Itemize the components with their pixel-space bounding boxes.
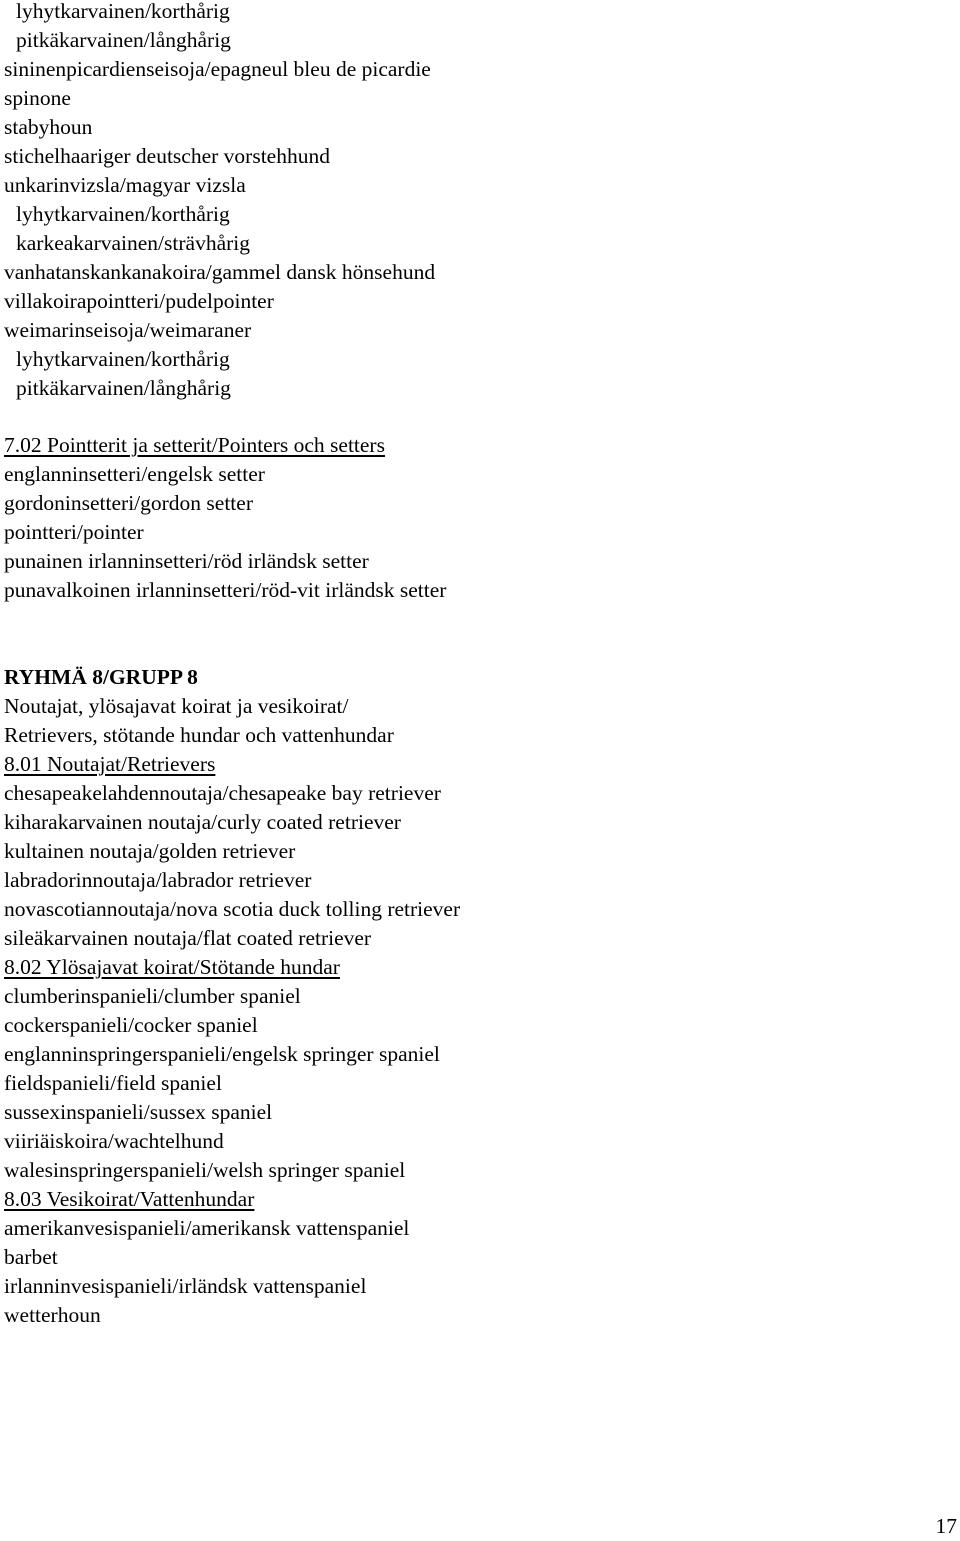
list-item: sininenpicardienseisoja/epagneul bleu de picardie xyxy=(4,57,431,81)
section-heading: 8.02 Ylösajavat koirat/Stötande hundar xyxy=(4,955,340,979)
list-item: wetterhoun xyxy=(4,1303,101,1327)
section-heading: 8.03 Vesikoirat/Vattenhundar xyxy=(4,1187,255,1211)
list-item: villakoirapointteri/pudelpointer xyxy=(4,289,274,313)
list-item: labradorinnoutaja/labrador retriever xyxy=(4,868,312,892)
section-heading: 7.02 Pointterit ja setterit/Pointers och setters xyxy=(4,433,385,457)
list-item: unkarinvizsla/magyar vizsla xyxy=(4,173,246,197)
group-8 xyxy=(4,663,460,1330)
list-item: englanninspringerspanieli/engelsk springer spaniel xyxy=(4,1042,440,1066)
list-item: viiriäiskoira/wachtelhund xyxy=(4,1129,224,1153)
list-item: kultainen noutaja/golden retriever xyxy=(4,839,296,863)
list-item: pointteri/pointer xyxy=(4,520,144,544)
list-item: punainen irlanninsetteri/röd irländsk setter xyxy=(4,549,369,573)
list-item: walesinspringerspanieli/welsh springer spaniel xyxy=(4,1158,406,1182)
list-item: sussexinspanieli/sussex spaniel xyxy=(4,1100,273,1124)
group-subtitle: Noutajat, ylösajavat koirat ja vesikoirat/ xyxy=(4,694,349,718)
list-item: cockerspanieli/cocker spaniel xyxy=(4,1013,258,1037)
page-number: 17 xyxy=(935,1514,957,1538)
list-item: stabyhoun xyxy=(4,115,93,139)
list-item: punavalkoinen irlanninsetteri/röd-vit irländsk setter xyxy=(4,578,447,602)
list-item: amerikanvesispanieli/amerikansk vattenspaniel xyxy=(4,1216,410,1240)
list-item: barbet xyxy=(4,1245,58,1269)
list-item: fieldspanieli/field spaniel xyxy=(4,1071,222,1095)
list-item: sileäkarvainen noutaja/flat coated retriever xyxy=(4,926,372,950)
list-item: vanhatanskankanakoira/gammel dansk hönsehund xyxy=(4,260,436,284)
list-item: novascotiannoutaja/nova scotia duck tolling retriever xyxy=(4,897,461,921)
list-item: pitkäkarvainen/långhårig xyxy=(16,376,231,400)
breed-list-continued xyxy=(4,0,435,403)
list-item: englanninsetteri/engelsk setter xyxy=(4,462,265,486)
list-item: lyhytkarvainen/korthårig xyxy=(16,0,230,23)
group-subtitle: Retrievers, stötande hundar och vattenhundar xyxy=(4,723,394,747)
list-item: lyhytkarvainen/korthårig xyxy=(16,202,230,226)
list-item: weimarinseisoja/weimaraner xyxy=(4,318,252,342)
list-item: spinone xyxy=(4,86,71,110)
list-item: clumberinspanieli/clumber spaniel xyxy=(4,984,301,1008)
list-item: lyhytkarvainen/korthårig xyxy=(16,347,230,371)
list-item: chesapeakelahdennoutaja/chesapeake bay retriever xyxy=(4,781,441,805)
group-title: RYHMÄ 8/GRUPP 8 xyxy=(4,665,198,689)
list-item: pitkäkarvainen/långhårig xyxy=(16,28,231,52)
list-item: kiharakarvainen noutaja/curly coated retriever xyxy=(4,810,401,834)
list-item: irlanninvesispanieli/irländsk vattenspaniel xyxy=(4,1274,367,1298)
list-item: gordoninsetteri/gordon setter xyxy=(4,491,253,515)
list-item: stichelhaariger deutscher vorstehhund xyxy=(4,144,330,168)
section-heading: 8.01 Noutajat/Retrievers xyxy=(4,752,216,776)
section-7-02 xyxy=(4,431,446,605)
list-item: karkeakarvainen/strävhårig xyxy=(16,231,250,255)
